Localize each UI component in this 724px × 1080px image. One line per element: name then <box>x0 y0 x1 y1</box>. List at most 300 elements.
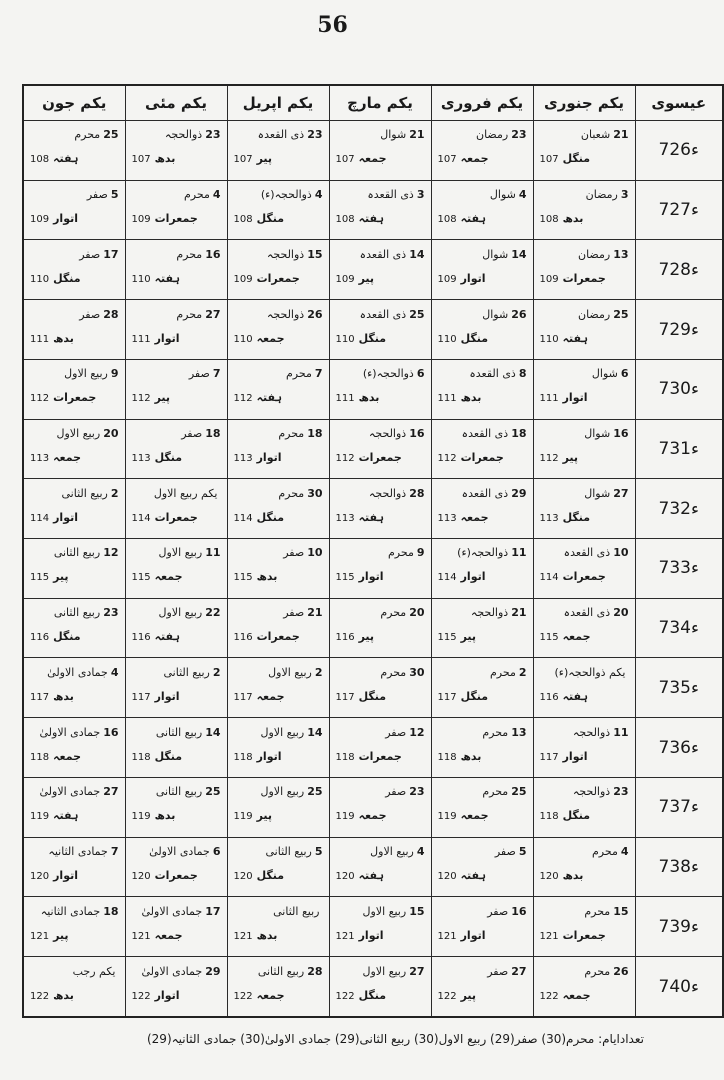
hijri-day: 6 <box>620 367 629 381</box>
hijri-date <box>490 188 527 201</box>
weekday: جمعرات <box>154 510 198 524</box>
hijri-month: محرم <box>584 904 611 918</box>
gregorian-year: 734ء <box>635 598 723 658</box>
gregorian-year: 739ء <box>635 897 723 957</box>
date-cell <box>227 658 329 718</box>
date-cell-content <box>534 302 635 358</box>
date-cell-content <box>126 421 227 477</box>
date-cell-content <box>330 720 431 776</box>
hijri-date <box>380 128 424 141</box>
hijri-year: 113 <box>335 512 355 524</box>
hijri-year: 112 <box>539 452 559 464</box>
hijri-month: ربیع الاول <box>158 546 203 560</box>
hijri-date <box>385 726 424 739</box>
hijri-date <box>87 188 119 201</box>
date-cell-content <box>126 242 227 298</box>
hijri-month: ذی القعدہ <box>359 247 407 261</box>
hijri-date <box>286 367 323 380</box>
hijri-date <box>476 128 527 141</box>
hijri-day: 27 <box>613 486 629 500</box>
hijri-day: 23 <box>409 785 425 799</box>
hijri-year: 115 <box>335 572 355 584</box>
hijri-date <box>363 965 425 978</box>
date-cell-content <box>126 779 227 835</box>
hijri-year-weekday <box>30 451 81 464</box>
date-cell-content <box>534 660 635 716</box>
hijri-date <box>482 726 526 739</box>
hijri-year: 116 <box>131 632 151 644</box>
date-cell <box>533 300 635 360</box>
date-cell <box>329 240 431 300</box>
hijri-day: 21 <box>307 606 323 620</box>
hijri-month: محرم <box>278 426 305 440</box>
date-cell-content <box>432 600 533 656</box>
hijri-month: جمادی الاولیٰ <box>39 725 101 739</box>
hijri-month: صفر <box>385 785 407 799</box>
weekday: ہفتہ <box>460 212 486 226</box>
header-may: یکم مئی <box>125 85 227 121</box>
date-cell-content <box>432 899 533 955</box>
date-cell <box>23 897 125 957</box>
hijri-year-weekday <box>132 451 183 464</box>
date-cell-content <box>534 779 635 835</box>
hijri-date <box>273 905 322 918</box>
hijri-date <box>487 965 526 978</box>
hijri-day: 22 <box>205 606 221 620</box>
table-row <box>23 240 723 300</box>
hijri-day: 4 <box>620 844 629 858</box>
hijri-year: 108 <box>233 214 253 226</box>
date-cell <box>431 240 533 300</box>
hijri-year: 111 <box>539 393 559 405</box>
date-cell-content <box>534 899 635 955</box>
hijri-month: ذوالحجہ(ء) <box>260 188 312 202</box>
hijri-month: ذوالحجہ <box>572 725 611 739</box>
gregorian-year: 733ء <box>635 539 723 599</box>
date-cell <box>431 658 533 718</box>
hijri-date <box>471 606 527 619</box>
hijri-day: 18 <box>205 426 221 440</box>
date-cell-content <box>330 302 431 358</box>
weekday: جمعہ <box>358 809 387 823</box>
hijri-year-weekday <box>336 332 387 345</box>
hijri-date <box>388 546 425 559</box>
hijri-month: صفر <box>283 606 305 620</box>
hijri-day: 20 <box>409 606 425 620</box>
weekday: جمعہ <box>358 152 387 166</box>
hijri-month: ربیع الثانی <box>53 546 101 560</box>
hijri-date <box>261 785 323 798</box>
hijri-day: 25 <box>613 307 629 321</box>
hijri-month: ربیع الثانی <box>257 964 305 978</box>
hijri-year-weekday <box>336 809 387 822</box>
hijri-year-weekday <box>336 152 387 165</box>
weekday: ہفتہ <box>562 689 588 703</box>
hijri-day: 15 <box>613 904 629 918</box>
hijri-day: 6 <box>212 844 221 858</box>
weekday: جمعہ <box>460 510 489 524</box>
hijri-year: 121 <box>131 930 151 942</box>
header-march: یکم مارچ <box>329 85 431 121</box>
date-cell <box>329 539 431 599</box>
weekday: ہفتہ <box>256 391 282 405</box>
date-cell <box>533 718 635 778</box>
date-cell-content <box>330 540 431 596</box>
hijri-year: 113 <box>437 512 457 524</box>
weekday: منگل <box>358 988 387 1002</box>
date-cell <box>227 359 329 419</box>
date-cell <box>227 777 329 837</box>
hijri-year: 110 <box>539 333 559 345</box>
hijri-year-weekday <box>336 391 380 404</box>
hijri-year-weekday <box>336 929 384 942</box>
weekday: جمعرات <box>358 450 402 464</box>
date-cell-content <box>126 122 227 178</box>
date-cell <box>23 359 125 419</box>
hijri-year-weekday <box>540 332 588 345</box>
hijri-year: 108 <box>437 214 457 226</box>
hijri-year: 112 <box>30 393 50 405</box>
date-cell <box>125 419 227 479</box>
hijri-month: جمادی الاولیٰ <box>39 785 101 799</box>
date-cell-content <box>534 122 635 178</box>
hijri-day: 7 <box>212 367 221 381</box>
date-cell-content <box>228 302 329 358</box>
hijri-month: محرم <box>380 606 407 620</box>
date-cell <box>227 121 329 181</box>
weekday: پیر <box>358 271 375 285</box>
date-cell <box>329 419 431 479</box>
hijri-date <box>267 308 323 321</box>
gregorian-year: 726ء <box>635 121 723 181</box>
header-row <box>23 85 723 121</box>
hijri-month: ذوالحجہ <box>572 785 611 799</box>
hijri-day: 23 <box>511 128 527 142</box>
hijri-date <box>495 845 527 858</box>
hijri-month: ربیع الاول <box>370 844 414 858</box>
hijri-day: 25 <box>205 785 221 799</box>
date-cell <box>23 598 125 658</box>
hijri-month: ربیع الثانی <box>155 785 203 799</box>
hijri-year: 118 <box>437 751 457 763</box>
weekday: جمعرات <box>256 630 300 644</box>
hijri-year-weekday <box>336 212 384 225</box>
hijri-day: 4 <box>314 188 323 202</box>
hijri-year: 122 <box>30 990 50 1002</box>
hijri-day: 16 <box>409 426 425 440</box>
weekday: جمعہ <box>460 809 489 823</box>
hijri-year-weekday <box>30 272 81 285</box>
hijri-day: 4 <box>212 188 221 202</box>
hijri-month: محرم <box>285 367 312 381</box>
date-cell-content <box>24 302 125 358</box>
date-cell <box>431 837 533 897</box>
hijri-year: 109 <box>437 273 457 285</box>
gregorian-year: 730ء <box>635 359 723 419</box>
hijri-day: 25 <box>307 785 323 799</box>
weekday: منگل <box>358 689 387 703</box>
gregorian-year: 732ء <box>635 479 723 539</box>
hijri-day: 28 <box>103 307 119 321</box>
hijri-month: محرم <box>380 665 407 679</box>
hijri-year-weekday <box>234 332 285 345</box>
header-year: عیسوی <box>635 85 723 121</box>
hijri-date <box>154 487 221 500</box>
hijri-date <box>564 606 629 619</box>
hijri-year-weekday <box>132 391 171 404</box>
date-cell-content <box>432 481 533 537</box>
hijri-day: 16 <box>103 725 119 739</box>
hijri-month: ربیع الاول <box>362 964 407 978</box>
hijri-date <box>48 845 118 858</box>
hijri-year-weekday <box>438 690 489 703</box>
hijri-year-weekday <box>234 570 278 583</box>
hijri-day: 14 <box>307 725 323 739</box>
date-cell <box>329 479 431 539</box>
date-cell-content <box>228 361 329 417</box>
hijri-year: 107 <box>335 154 355 166</box>
hijri-date <box>40 726 119 739</box>
hijri-date <box>482 785 526 798</box>
weekday: ہفتہ <box>358 510 384 524</box>
weekday: منگل <box>562 152 591 166</box>
weekday: پیر <box>562 450 579 464</box>
hijri-day: 11 <box>511 546 527 560</box>
hijri-date <box>54 606 119 619</box>
weekday: پیر <box>256 152 273 166</box>
hijri-year-weekday <box>234 750 282 763</box>
date-cell-content <box>432 540 533 596</box>
hijri-date <box>380 606 424 619</box>
gregorian-year: 736ء <box>635 718 723 778</box>
date-cell-content <box>432 242 533 298</box>
hijri-year: 115 <box>539 632 559 644</box>
hijri-date <box>142 905 221 918</box>
weekday: اتوار <box>53 510 78 524</box>
weekday: منگل <box>154 450 183 464</box>
hijri-year-weekday <box>30 929 69 942</box>
hijri-date <box>581 128 629 141</box>
hijri-date <box>165 128 221 141</box>
hijri-year-weekday <box>132 750 183 763</box>
hijri-year-weekday <box>336 570 384 583</box>
hijri-month: رمضان <box>476 128 509 142</box>
weekday: بدھ <box>256 570 278 584</box>
hijri-year: 122 <box>437 990 457 1002</box>
weekday: بدھ <box>154 152 176 166</box>
date-cell <box>533 837 635 897</box>
hijri-day: 15 <box>307 247 323 261</box>
hijri-day: 27 <box>103 785 119 799</box>
date-cell-content <box>228 720 329 776</box>
weekday: جمعرات <box>53 391 97 405</box>
date-cell <box>125 539 227 599</box>
hijri-month: یکم رجب <box>72 964 116 978</box>
hijri-year: 119 <box>233 811 253 823</box>
hijri-year-weekday <box>30 152 78 165</box>
hijri-date <box>189 367 221 380</box>
header-april: یکم اپریل <box>227 85 329 121</box>
hijri-year-weekday <box>30 690 74 703</box>
hijri-day: 11 <box>613 725 629 739</box>
hijri-year-weekday <box>132 511 198 524</box>
weekday: اتوار <box>154 331 180 345</box>
hijri-date <box>159 606 221 619</box>
hijri-month: محرم <box>176 307 203 321</box>
hijri-year-weekday <box>540 212 584 225</box>
hijri-month: صفر <box>79 307 101 321</box>
date-cell-content <box>126 600 227 656</box>
hijri-day: 25 <box>511 785 527 799</box>
date-cell <box>533 897 635 957</box>
hijri-date <box>261 188 323 201</box>
hijri-month: محرم <box>584 964 611 978</box>
date-cell-content <box>228 421 329 477</box>
hijri-date <box>573 785 629 798</box>
hijri-month: ذوالحجہ <box>266 307 305 321</box>
date-cell <box>329 718 431 778</box>
table-row <box>23 957 723 1017</box>
date-cell-content <box>126 899 227 955</box>
hijri-year: 116 <box>335 632 355 644</box>
hijri-year: 109 <box>335 273 355 285</box>
weekday: جمعہ <box>256 331 285 345</box>
date-cell-content <box>24 540 125 596</box>
hijri-day: 4 <box>518 188 527 202</box>
hijri-year: 119 <box>335 811 355 823</box>
hijri-date <box>564 546 629 559</box>
hijri-day: 12 <box>103 546 119 560</box>
date-cell <box>227 897 329 957</box>
hijri-year-weekday <box>438 152 489 165</box>
hijri-year-weekday <box>540 809 591 822</box>
date-cell-content <box>330 122 431 178</box>
hijri-date <box>79 248 118 261</box>
hijri-year: 111 <box>335 393 355 405</box>
weekday: بدھ <box>358 391 380 405</box>
weekday: جمعرات <box>154 868 198 882</box>
hijri-year-weekday <box>234 809 273 822</box>
hijri-date <box>268 666 322 679</box>
hijri-year: 111 <box>131 333 151 345</box>
hijri-year-weekday <box>30 630 81 643</box>
hijri-date <box>156 785 221 798</box>
date-cell-content <box>24 242 125 298</box>
hijri-year-weekday <box>132 152 176 165</box>
header-january: یکم جنوری <box>533 85 635 121</box>
table-row <box>23 837 723 897</box>
date-cell <box>23 539 125 599</box>
date-cell-content <box>228 660 329 716</box>
table-row <box>23 598 723 658</box>
hijri-day: 5 <box>518 844 527 858</box>
weekday: جمعرات <box>460 450 504 464</box>
hijri-day: 14 <box>205 725 221 739</box>
date-cell <box>125 479 227 539</box>
hijri-month: محرم <box>278 486 305 500</box>
hijri-year-weekday <box>336 690 387 703</box>
weekday: ہفتہ <box>53 809 79 823</box>
hijri-year-weekday <box>438 929 486 942</box>
date-cell <box>125 897 227 957</box>
hijri-date <box>385 785 424 798</box>
date-cell <box>329 359 431 419</box>
weekday: ہفتہ <box>154 271 180 285</box>
date-cell-content <box>228 481 329 537</box>
hijri-year-weekday <box>234 869 285 882</box>
hijri-year-weekday <box>438 272 486 285</box>
hijri-day: 8 <box>518 367 527 381</box>
hijri-year-weekday <box>336 750 402 763</box>
hijri-year-weekday <box>438 391 482 404</box>
hijri-day: 17 <box>205 904 221 918</box>
hijri-month: ذی القعدہ <box>563 546 611 560</box>
date-cell <box>23 957 125 1017</box>
hijri-year-weekday <box>438 750 482 763</box>
hijri-date <box>79 308 118 321</box>
hijri-year: 114 <box>30 512 50 524</box>
hijri-month: ربیع الاول <box>260 725 305 739</box>
weekday: ہفتہ <box>358 868 384 882</box>
hijri-date <box>278 427 322 440</box>
date-cell-content <box>228 959 329 1015</box>
date-cell <box>227 479 329 539</box>
hijri-date <box>181 427 220 440</box>
hijri-month: صفر <box>283 546 305 560</box>
date-cell <box>125 837 227 897</box>
hijri-date <box>163 666 220 679</box>
hijri-month: رمضان <box>585 188 618 202</box>
weekday: پیر <box>154 391 171 405</box>
date-cell-content <box>432 720 533 776</box>
date-cell <box>125 658 227 718</box>
hijri-date <box>578 248 629 261</box>
hijri-year: 115 <box>233 572 253 584</box>
hijri-year: 107 <box>437 154 457 166</box>
hijri-year: 112 <box>233 393 253 405</box>
hijri-day: 25 <box>409 307 425 321</box>
hijri-year-weekday <box>132 869 198 882</box>
hijri-day: 5 <box>110 188 119 202</box>
hijri-year: 122 <box>131 990 151 1002</box>
date-cell <box>23 180 125 240</box>
date-cell <box>23 300 125 360</box>
hijri-year: 120 <box>539 870 559 882</box>
hijri-date <box>258 128 323 141</box>
hijri-date <box>41 905 119 918</box>
hijri-day: 23 <box>103 606 119 620</box>
date-cell <box>431 359 533 419</box>
hijri-year-weekday <box>438 332 489 345</box>
hijri-month: ذی القعدہ <box>359 307 407 321</box>
hijri-date <box>490 666 527 679</box>
hijri-year: 120 <box>131 870 151 882</box>
date-cell <box>431 180 533 240</box>
date-cell <box>227 718 329 778</box>
date-cell <box>533 121 635 181</box>
hijri-year-weekday <box>234 929 278 942</box>
hijri-month: ربیع الثانی <box>163 665 210 679</box>
table-row <box>23 539 723 599</box>
hijri-day: 21 <box>613 128 629 142</box>
weekday: اتوار <box>154 689 180 703</box>
weekday: اتوار <box>460 928 486 942</box>
weekday: اتوار <box>562 391 588 405</box>
weekday: منگل <box>460 331 489 345</box>
date-cell-content <box>432 182 533 238</box>
weekday: ہفتہ <box>358 212 384 226</box>
hijri-year-weekday <box>234 272 300 285</box>
